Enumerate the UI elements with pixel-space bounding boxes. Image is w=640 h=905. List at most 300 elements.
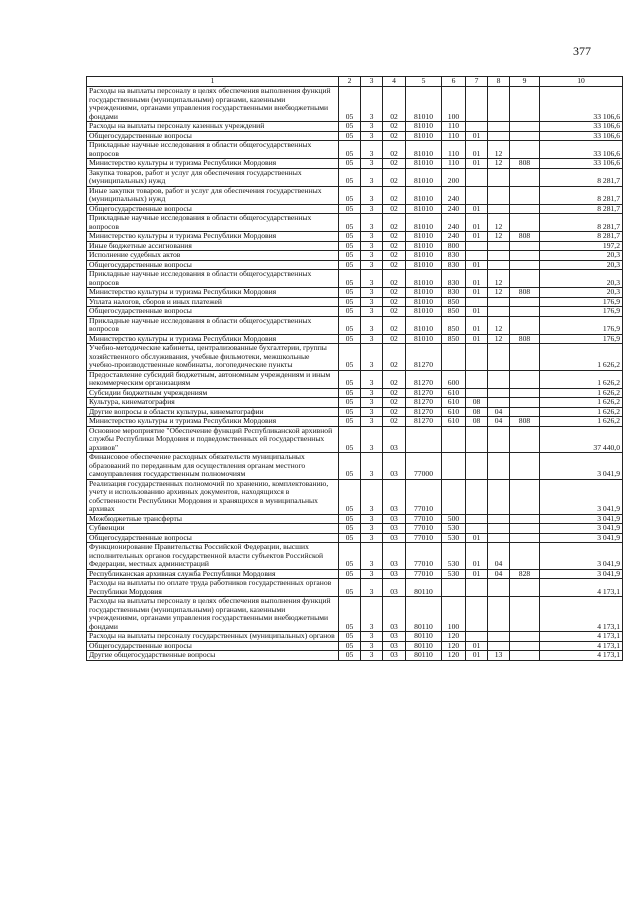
cell-amount: 3 041,9 — [540, 514, 623, 524]
cell-pp: 3 — [361, 159, 383, 169]
row-description: Иные закупки товаров, работ и услуг для обеспечения государственных (муниципальных) нужд — [87, 186, 339, 204]
cell-gp: 05 — [339, 122, 361, 132]
row-description: Функционирование Правительства Российской Федерации, высших исполнительных органов государственной власти субъектов Российской Федерации, местных администраций — [87, 543, 339, 570]
cell-rz — [466, 453, 488, 480]
cell-vr: 500 — [442, 514, 466, 524]
cell-amount: 4 173,1 — [540, 641, 623, 651]
cell-om: 02 — [383, 168, 406, 186]
cell-pp: 3 — [361, 533, 383, 543]
cell-gp: 05 — [339, 388, 361, 398]
cell-amount: 1 626,2 — [540, 417, 623, 427]
row-description: Иные бюджетные ассигнования — [87, 241, 339, 251]
column-header: 4 — [383, 77, 406, 87]
cell-om: 02 — [383, 288, 406, 298]
table-row — [87, 270, 623, 288]
cell-direction: 80110 — [406, 641, 442, 651]
cell-grbs: 808 — [510, 417, 540, 427]
cell-amount: 20,3 — [540, 260, 623, 270]
cell-direction: 81010 — [406, 159, 442, 169]
cell-amount: 3 041,9 — [540, 543, 623, 570]
cell-amount: 4 173,1 — [540, 579, 623, 597]
row-description: Уплата налогов, сборов и иных платежей — [87, 297, 339, 307]
cell-direction: 81010 — [406, 270, 442, 288]
cell-gp: 05 — [339, 288, 361, 298]
cell-rz: 01 — [466, 641, 488, 651]
table-row — [87, 186, 623, 204]
cell-pp: 3 — [361, 407, 383, 417]
cell-gp: 05 — [339, 204, 361, 214]
cell-amount: 3 041,9 — [540, 524, 623, 534]
row-description: Расходы на выплаты персоналу в целях обеспечения выполнения функций государственными (муниципальными) органами, казенными учреждениями, органами управления государственными внебюджетными фондами — [87, 597, 339, 632]
cell-vr: 600 — [442, 370, 466, 388]
column-header: 3 — [361, 77, 383, 87]
cell-direction: 77010 — [406, 533, 442, 543]
cell-om: 03 — [383, 453, 406, 480]
cell-rz: 01 — [466, 651, 488, 661]
table-row — [87, 543, 623, 570]
cell-om: 02 — [383, 232, 406, 242]
cell-vr: 830 — [442, 288, 466, 298]
table-row — [87, 122, 623, 132]
cell-gp: 05 — [339, 334, 361, 344]
cell-pr — [488, 426, 510, 453]
cell-pr: 04 — [488, 407, 510, 417]
cell-vr — [442, 344, 466, 371]
table-row — [87, 370, 623, 388]
cell-vr: 110 — [442, 122, 466, 132]
cell-gp: 05 — [339, 241, 361, 251]
cell-amount: 1 626,2 — [540, 407, 623, 417]
cell-gp: 05 — [339, 270, 361, 288]
cell-direction: 77000 — [406, 453, 442, 480]
cell-direction: 81010 — [406, 288, 442, 298]
cell-vr: 800 — [442, 241, 466, 251]
table-row — [87, 87, 623, 122]
cell-amount: 37 440,0 — [540, 426, 623, 453]
cell-om: 03 — [383, 632, 406, 642]
cell-grbs — [510, 641, 540, 651]
cell-pp: 3 — [361, 241, 383, 251]
cell-amount: 176,9 — [540, 334, 623, 344]
row-description: Общегосударственные вопросы — [87, 533, 339, 543]
cell-grbs — [510, 597, 540, 632]
cell-amount: 20,3 — [540, 288, 623, 298]
cell-vr: 610 — [442, 398, 466, 408]
row-description: Прикладные научные исследования в области общегосударственных вопросов — [87, 270, 339, 288]
cell-grbs — [510, 168, 540, 186]
cell-pr — [488, 398, 510, 408]
cell-amount: 1 626,2 — [540, 344, 623, 371]
cell-amount: 33 106,6 — [540, 122, 623, 132]
row-description: Культура, кинематография — [87, 398, 339, 408]
cell-amount: 20,3 — [540, 270, 623, 288]
cell-amount: 176,9 — [540, 307, 623, 317]
cell-rz: 01 — [466, 307, 488, 317]
page-number: 377 — [573, 44, 591, 58]
cell-grbs: 808 — [510, 334, 540, 344]
cell-vr: 240 — [442, 214, 466, 232]
row-description: Общегосударственные вопросы — [87, 204, 339, 214]
cell-rz: 01 — [466, 270, 488, 288]
column-header: 9 — [510, 77, 540, 87]
table-row — [87, 579, 623, 597]
table-row — [87, 232, 623, 242]
row-description: Предоставление субсидий бюджетным, автономным учреждениям и иным некоммерческим организациям — [87, 370, 339, 388]
cell-direction: 81010 — [406, 316, 442, 334]
cell-direction: 81270 — [406, 407, 442, 417]
cell-grbs — [510, 453, 540, 480]
cell-vr: 850 — [442, 297, 466, 307]
cell-pp: 3 — [361, 204, 383, 214]
row-description: Министерство культуры и туризма Республики Мордовия — [87, 334, 339, 344]
row-description: Реализация государственных полномочий по хранению, комплектованию, учету и использованию архивных документов, находящихся в собственности Республики Мордовия и хранящихся в муниципальных архивах — [87, 479, 339, 514]
cell-amount: 197,2 — [540, 241, 623, 251]
cell-gp: 05 — [339, 344, 361, 371]
cell-direction: 81010 — [406, 122, 442, 132]
cell-pr — [488, 388, 510, 398]
cell-om: 02 — [383, 388, 406, 398]
column-header: 5 — [406, 77, 442, 87]
cell-om: 02 — [383, 241, 406, 251]
column-header: 8 — [488, 77, 510, 87]
cell-direction: 81010 — [406, 87, 442, 122]
cell-pp: 3 — [361, 141, 383, 159]
cell-pr — [488, 168, 510, 186]
cell-amount: 8 281,7 — [540, 232, 623, 242]
cell-pr — [488, 307, 510, 317]
cell-direction: 81270 — [406, 344, 442, 371]
row-description: Министерство культуры и туризма Республики Мордовия — [87, 288, 339, 298]
table-row — [87, 344, 623, 371]
cell-om: 02 — [383, 87, 406, 122]
cell-gp: 05 — [339, 514, 361, 524]
cell-om: 02 — [383, 344, 406, 371]
table-row — [87, 251, 623, 261]
cell-grbs — [510, 251, 540, 261]
cell-grbs — [510, 131, 540, 141]
cell-direction: 81010 — [406, 251, 442, 261]
cell-pp: 3 — [361, 398, 383, 408]
cell-gp: 05 — [339, 168, 361, 186]
cell-pp: 3 — [361, 479, 383, 514]
cell-pr: 12 — [488, 316, 510, 334]
cell-rz — [466, 87, 488, 122]
cell-grbs: 828 — [510, 569, 540, 579]
cell-amount: 176,9 — [540, 316, 623, 334]
cell-direction: 77010 — [406, 543, 442, 570]
cell-pr — [488, 260, 510, 270]
cell-vr — [442, 479, 466, 514]
cell-pr: 04 — [488, 417, 510, 427]
cell-vr: 830 — [442, 270, 466, 288]
row-description: Министерство культуры и туризма Республики Мордовия — [87, 417, 339, 427]
cell-direction: 81010 — [406, 260, 442, 270]
table-row — [87, 524, 623, 534]
cell-om: 02 — [383, 251, 406, 261]
cell-vr: 530 — [442, 543, 466, 570]
table-row — [87, 426, 623, 453]
cell-amount: 4 173,1 — [540, 651, 623, 661]
cell-rz — [466, 632, 488, 642]
cell-pp: 3 — [361, 632, 383, 642]
row-description: Межбюджетные трансферты — [87, 514, 339, 524]
cell-grbs — [510, 632, 540, 642]
cell-vr: 110 — [442, 159, 466, 169]
cell-pr — [488, 204, 510, 214]
row-description: Общегосударственные вопросы — [87, 307, 339, 317]
row-description: Республиканская архивная служба Республики Мордовия — [87, 569, 339, 579]
row-description: Расходы на выплаты персоналу в целях обеспечения выполнения функций государственными (муниципальными) органами, казенными учреждениями, органами управления государственными внебюджетными фондами — [87, 87, 339, 122]
cell-pp: 3 — [361, 168, 383, 186]
cell-gp: 05 — [339, 398, 361, 408]
cell-pr — [488, 597, 510, 632]
cell-om: 02 — [383, 122, 406, 132]
cell-gp: 05 — [339, 214, 361, 232]
cell-pp: 3 — [361, 543, 383, 570]
cell-om: 02 — [383, 260, 406, 270]
cell-gp: 05 — [339, 307, 361, 317]
cell-gp: 05 — [339, 426, 361, 453]
row-description: Другие вопросы в области культуры, кинематографии — [87, 407, 339, 417]
cell-vr: 610 — [442, 388, 466, 398]
cell-direction: 81010 — [406, 334, 442, 344]
cell-pr: 12 — [488, 334, 510, 344]
cell-om: 02 — [383, 204, 406, 214]
cell-om: 03 — [383, 651, 406, 661]
cell-amount: 20,3 — [540, 251, 623, 261]
cell-amount: 176,9 — [540, 297, 623, 307]
cell-direction: 80110 — [406, 632, 442, 642]
cell-gp: 05 — [339, 316, 361, 334]
cell-om: 02 — [383, 131, 406, 141]
cell-amount: 4 173,1 — [540, 597, 623, 632]
cell-rz: 01 — [466, 288, 488, 298]
cell-om: 02 — [383, 297, 406, 307]
table-row — [87, 479, 623, 514]
cell-gp: 05 — [339, 297, 361, 307]
cell-gp: 05 — [339, 417, 361, 427]
cell-amount: 33 106,6 — [540, 141, 623, 159]
cell-direction: 80110 — [406, 597, 442, 632]
cell-grbs — [510, 651, 540, 661]
cell-gp: 05 — [339, 260, 361, 270]
cell-rz: 01 — [466, 204, 488, 214]
cell-vr: 100 — [442, 597, 466, 632]
cell-rz: 01 — [466, 232, 488, 242]
cell-vr: 240 — [442, 186, 466, 204]
cell-grbs — [510, 543, 540, 570]
cell-amount: 33 106,6 — [540, 159, 623, 169]
cell-pp: 3 — [361, 579, 383, 597]
row-description: Закупка товаров, работ и услуг для обеспечения государственных (муниципальных) нужд — [87, 168, 339, 186]
table-row — [87, 159, 623, 169]
table-row — [87, 214, 623, 232]
cell-om: 02 — [383, 316, 406, 334]
cell-om: 03 — [383, 569, 406, 579]
row-description: Другие общегосударственные вопросы — [87, 651, 339, 661]
cell-gp: 05 — [339, 453, 361, 480]
cell-pp: 3 — [361, 641, 383, 651]
cell-om: 02 — [383, 214, 406, 232]
cell-amount: 33 106,6 — [540, 87, 623, 122]
cell-pp: 3 — [361, 131, 383, 141]
cell-pr: 12 — [488, 270, 510, 288]
table-row — [87, 514, 623, 524]
cell-rz: 08 — [466, 407, 488, 417]
cell-direction: 81270 — [406, 370, 442, 388]
cell-rz: 01 — [466, 260, 488, 270]
cell-direction: 80110 — [406, 651, 442, 661]
cell-direction: 77010 — [406, 514, 442, 524]
cell-grbs — [510, 141, 540, 159]
cell-pp: 3 — [361, 297, 383, 307]
cell-pp: 3 — [361, 186, 383, 204]
cell-gp: 05 — [339, 543, 361, 570]
cell-direction: 77010 — [406, 479, 442, 514]
cell-grbs — [510, 270, 540, 288]
cell-pp: 3 — [361, 426, 383, 453]
table-row — [87, 651, 623, 661]
cell-pr — [488, 251, 510, 261]
cell-pr: 13 — [488, 651, 510, 661]
cell-pp: 3 — [361, 270, 383, 288]
cell-rz — [466, 514, 488, 524]
cell-gp: 05 — [339, 632, 361, 642]
cell-amount: 8 281,7 — [540, 186, 623, 204]
cell-om: 03 — [383, 514, 406, 524]
cell-grbs — [510, 370, 540, 388]
cell-gp: 05 — [339, 141, 361, 159]
cell-gp: 05 — [339, 641, 361, 651]
cell-pr: 12 — [488, 141, 510, 159]
cell-amount: 3 041,9 — [540, 569, 623, 579]
cell-rz — [466, 168, 488, 186]
cell-pr — [488, 241, 510, 251]
cell-gp: 05 — [339, 232, 361, 242]
cell-gp: 05 — [339, 533, 361, 543]
cell-pp: 3 — [361, 334, 383, 344]
cell-vr: 830 — [442, 251, 466, 261]
cell-pr — [488, 122, 510, 132]
cell-grbs — [510, 316, 540, 334]
row-description: Субвенции — [87, 524, 339, 534]
cell-rz — [466, 597, 488, 632]
row-description: Общегосударственные вопросы — [87, 131, 339, 141]
cell-amount: 1 626,2 — [540, 370, 623, 388]
cell-rz: 01 — [466, 159, 488, 169]
cell-rz: 01 — [466, 569, 488, 579]
cell-vr: 120 — [442, 641, 466, 651]
cell-rz — [466, 344, 488, 371]
cell-om: 02 — [383, 270, 406, 288]
cell-pr — [488, 514, 510, 524]
cell-grbs — [510, 204, 540, 214]
cell-pp: 3 — [361, 214, 383, 232]
cell-direction: 80110 — [406, 579, 442, 597]
cell-rz: 08 — [466, 417, 488, 427]
cell-pr — [488, 87, 510, 122]
cell-om: 03 — [383, 543, 406, 570]
header-row — [87, 77, 623, 87]
row-description: Исполнение судебных актов — [87, 251, 339, 261]
cell-pr: 12 — [488, 232, 510, 242]
cell-pr — [488, 579, 510, 597]
cell-gp: 05 — [339, 407, 361, 417]
cell-direction: 81010 — [406, 241, 442, 251]
cell-om: 02 — [383, 334, 406, 344]
cell-grbs — [510, 426, 540, 453]
cell-rz — [466, 241, 488, 251]
cell-vr: 530 — [442, 524, 466, 534]
cell-vr — [442, 453, 466, 480]
cell-vr — [442, 426, 466, 453]
cell-pr: 12 — [488, 159, 510, 169]
cell-vr: 120 — [442, 632, 466, 642]
table-row — [87, 398, 623, 408]
cell-pp: 3 — [361, 370, 383, 388]
cell-direction: 81010 — [406, 168, 442, 186]
cell-amount: 1 626,2 — [540, 398, 623, 408]
cell-direction: 81270 — [406, 398, 442, 408]
cell-rz — [466, 251, 488, 261]
cell-grbs — [510, 344, 540, 371]
cell-pr — [488, 453, 510, 480]
cell-om: 02 — [383, 370, 406, 388]
cell-grbs — [510, 307, 540, 317]
cell-pr — [488, 632, 510, 642]
cell-gp: 05 — [339, 159, 361, 169]
cell-vr: 110 — [442, 131, 466, 141]
row-description: Прикладные научные исследования в области общегосударственных вопросов — [87, 214, 339, 232]
cell-grbs — [510, 186, 540, 204]
cell-rz — [466, 122, 488, 132]
cell-gp: 05 — [339, 597, 361, 632]
cell-om: 02 — [383, 307, 406, 317]
cell-gp: 05 — [339, 370, 361, 388]
table-row — [87, 597, 623, 632]
cell-vr: 530 — [442, 533, 466, 543]
cell-amount: 8 281,7 — [540, 168, 623, 186]
cell-pr — [488, 524, 510, 534]
column-header: 2 — [339, 77, 361, 87]
cell-vr: 610 — [442, 417, 466, 427]
cell-gp: 05 — [339, 651, 361, 661]
cell-direction: 81270 — [406, 417, 442, 427]
cell-om: 03 — [383, 524, 406, 534]
cell-pp: 3 — [361, 388, 383, 398]
cell-pr: 12 — [488, 288, 510, 298]
cell-vr: 830 — [442, 260, 466, 270]
cell-pr — [488, 344, 510, 371]
cell-grbs — [510, 579, 540, 597]
table-row — [87, 168, 623, 186]
cell-om: 03 — [383, 641, 406, 651]
cell-vr: 120 — [442, 651, 466, 661]
cell-rz: 01 — [466, 214, 488, 232]
cell-gp: 05 — [339, 524, 361, 534]
cell-direction: 81010 — [406, 204, 442, 214]
cell-grbs — [510, 87, 540, 122]
cell-vr: 240 — [442, 204, 466, 214]
cell-grbs — [510, 241, 540, 251]
table-row — [87, 141, 623, 159]
cell-amount: 3 041,9 — [540, 453, 623, 480]
cell-vr: 110 — [442, 141, 466, 159]
cell-om: 02 — [383, 398, 406, 408]
cell-vr: 240 — [442, 232, 466, 242]
cell-amount: 3 041,9 — [540, 479, 623, 514]
cell-pp: 3 — [361, 260, 383, 270]
